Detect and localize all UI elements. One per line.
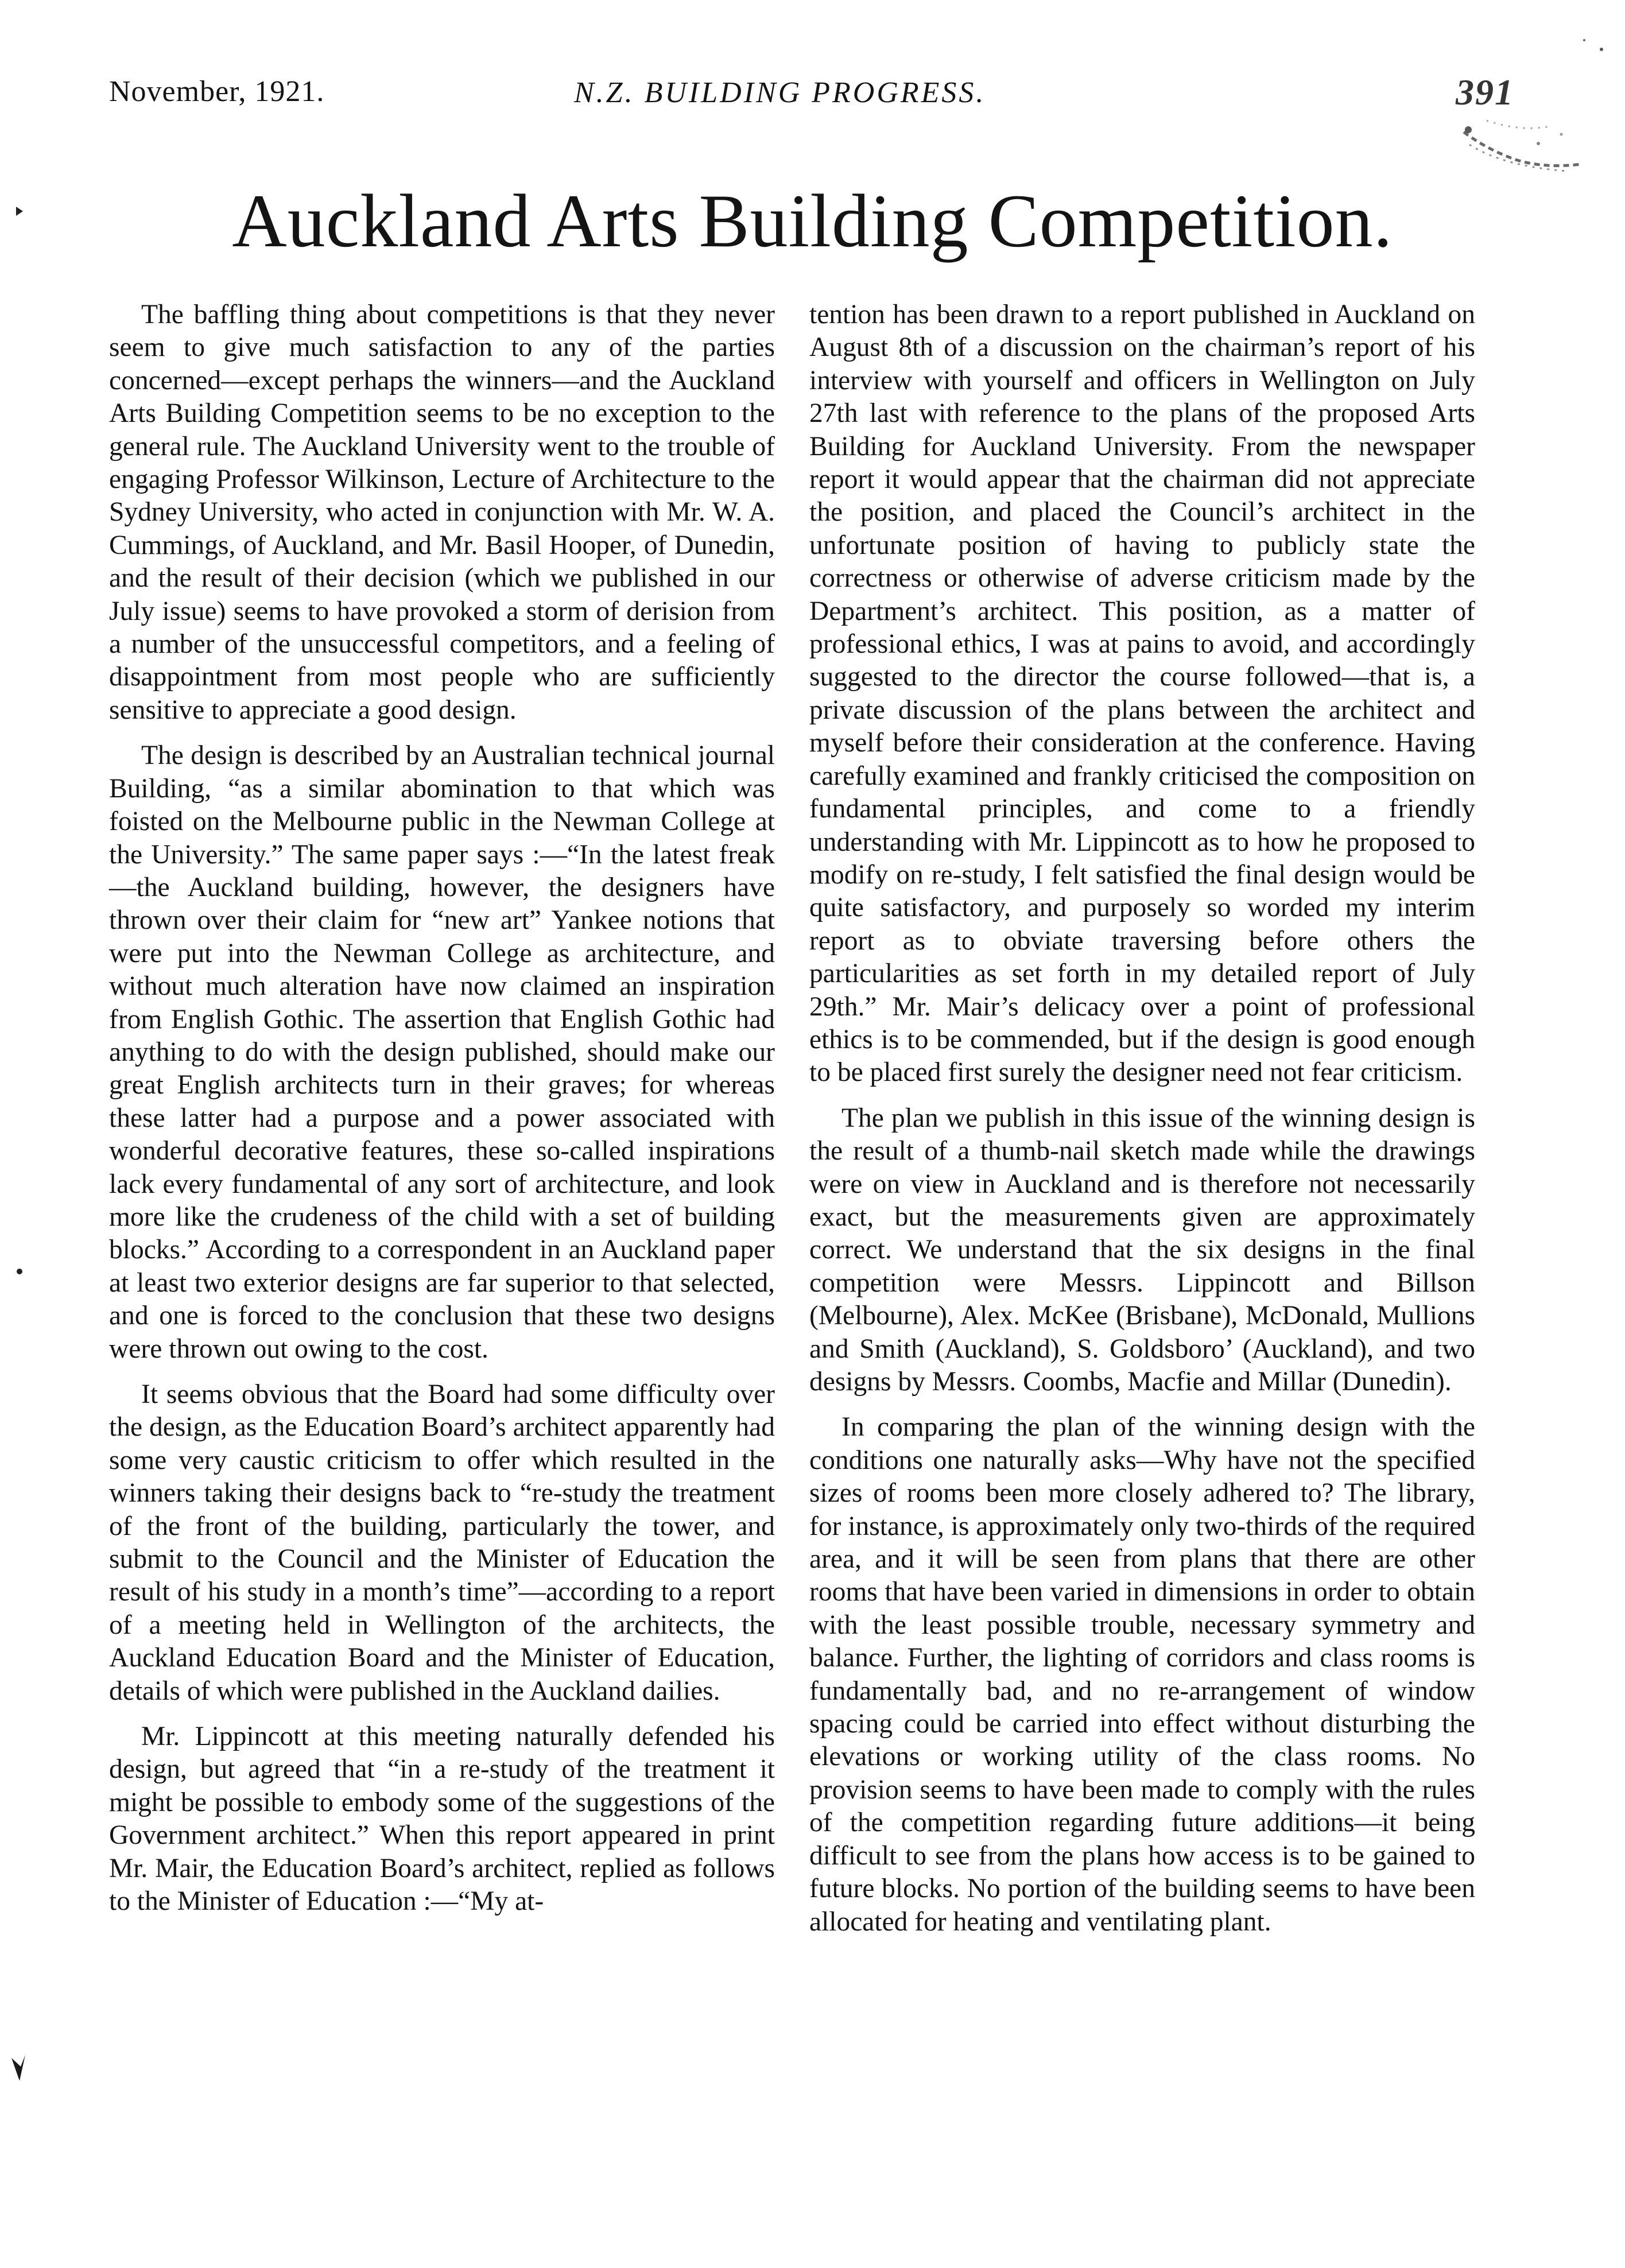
margin-mark-icon xyxy=(11,2055,25,2081)
paragraph: tention has been drawn to a report published in Auckland on August 8th of a discussion on the chairman’s report of his interview with yourself and officers in Wellington on July 27th last with reference to the plans of the proposed Arts Building for Auckland University. From the newspaper report it would appear that the chairman did not appreciate the position, and placed the Council’s architect in the unfortunate position of having to publicly state the correctness or otherwise of adverse criticism made by the Department’s architect. This position, as a matter of professional ethics, I was at pains to avoid, and accordingly suggested to the director the course followed—that is, a private discussion of the plans between the architect and myself before their consideration at the conference. Having carefully examined and frankly criticised the composition on fundamental principles, and come to a friendly understanding with Mr. Lippincott as to how he proposed to modify on re-study, I felt satisfied the final design would be quite satisfactory, and purposely so worded my interim report as to obviate traversing before others the particularities as set forth in my detailed report of July 29th.” Mr. Mair’s delicacy over a point of professional ethics is to be commended, but if the design is good enough to be placed first surely the designer need not fear criticism. xyxy=(809,300,1475,1088)
paragraph: The design is described by an Australian technical journal Building, “as a similar abomination to that which was foisted on the Melbourne public in the Newman College at the University.” The same paper says :—“In the latest freak—the Auckland building, however, the designers have thrown over their claim for “new art” Yankee notions that were put into the Newman College as architecture, and without much alteration have now claimed an inspiration from English Gothic. The assertion that English Gothic had anything to do with the design published, should make our great English architects turn in their graves; for whereas these latter had a purpose and a power associated with wonderful decorative features, these so-called inspirations lack every fundamental of any sort of architecture, and look more like the crudeness of the child with a set of building blocks.” According to a correspondent in an Auckland paper at least two exterior designs are far superior to that selected, and one is forced to the conclusion that these two designs were thrown out owing to the cost. xyxy=(109,741,775,1364)
corner-speck-icon xyxy=(1583,39,1585,41)
paragraph: The plan we publish in this issue of the winning design is the result of a thumb-nail sketch made while the drawings were on view in Auckland and is therefore not necessarily exact, but the measurements given are approximately correct. We understand that the six designs in the final competition were Messrs. Lippincott and Billson (Melbourne), Alex. McKee (Brisbane), McDonald, Mullions and Smith (Auckland), S. Goldsboro’ (Auckland), and two designs by Messrs. Coombs, Macfie and Millar (Dunedin). xyxy=(809,1103,1475,1397)
paragraph: The baffling thing about competitions is that they never seem to give much satisfaction to any of the parties concerned—except perhaps the winners—and the Auckland Arts Building Competition seems to be no exception to the general rule. The Auckland University went to the trouble of engaging Professor Wilkinson, Lecture of Architecture to the Sydney University, who acted in conjunction with Mr. W. A. Cummings, of Auckland, and Mr. Basil Hooper, of Dunedin, and the result of their decision (which we published in our July issue) seems to have provoked a storm of derision from a number of the unsuccessful competitors, and a feeling of disappointment from most people who are sufficiently sensitive to appreciate a good design. xyxy=(109,300,775,725)
margin-mark-icon xyxy=(16,207,23,216)
corner-speck-icon xyxy=(1600,48,1603,51)
paragraph: Mr. Lippincott at this meeting naturally defended his design, but agreed that “in a re-study of the treatment it might be possible to embody some of the suggestions of the Government architect.” When this report appeared in print Mr. Mair, the Education Board’s architect, replied as follows to the Minister of Education :—“My at- xyxy=(109,1722,775,1917)
margin-speck-icon xyxy=(17,1269,22,1274)
journal-name: N.Z. BUILDING PROGRESS. xyxy=(574,76,986,109)
paragraph: It seems obvious that the Board had some difficulty over the design, as the Education Board’s architect apparently had some very caustic criticism to offer which resulted in the winners taking their designs back to “re-study the treatment of the front of the building, particularly the tower, and submit to the Council and the Minister of Education the result of his study in a month’s time”—according to a report of a meeting held in Wellington of the architects, the Auckland Education Board and the Minister of Education, details of which were published in the Auckland dailies. xyxy=(109,1379,775,1706)
issue-date: November, 1921. xyxy=(109,75,325,108)
page-number: 391 xyxy=(1456,72,1514,113)
article-title: Auckland Arts Building Competition. xyxy=(232,179,1393,263)
paragraph: In comparing the plan of the winning design with the conditions one naturally asks—Why have not the specified sizes of rooms been more closely adhered to? The library, for instance, is approximately only two-thirds of the required area, and it will be seen from plans that there are other rooms that have been varied in dimensions in order to obtain with the least possible trouble, necessary symmetry and balance. Further, the lighting of corridors and class rooms is fundamentally bad, and no re-arrangement of window spacing could be carried into effect without disturbing the elevations or working utility of the class rooms. No provision seems to have been made to comply with the rules of the competition regarding future additions—it being difficult to see from the plans how access is to be gained to future blocks. No portion of the building seems to have been allocated for heating and ventilating plant. xyxy=(809,1412,1475,1937)
